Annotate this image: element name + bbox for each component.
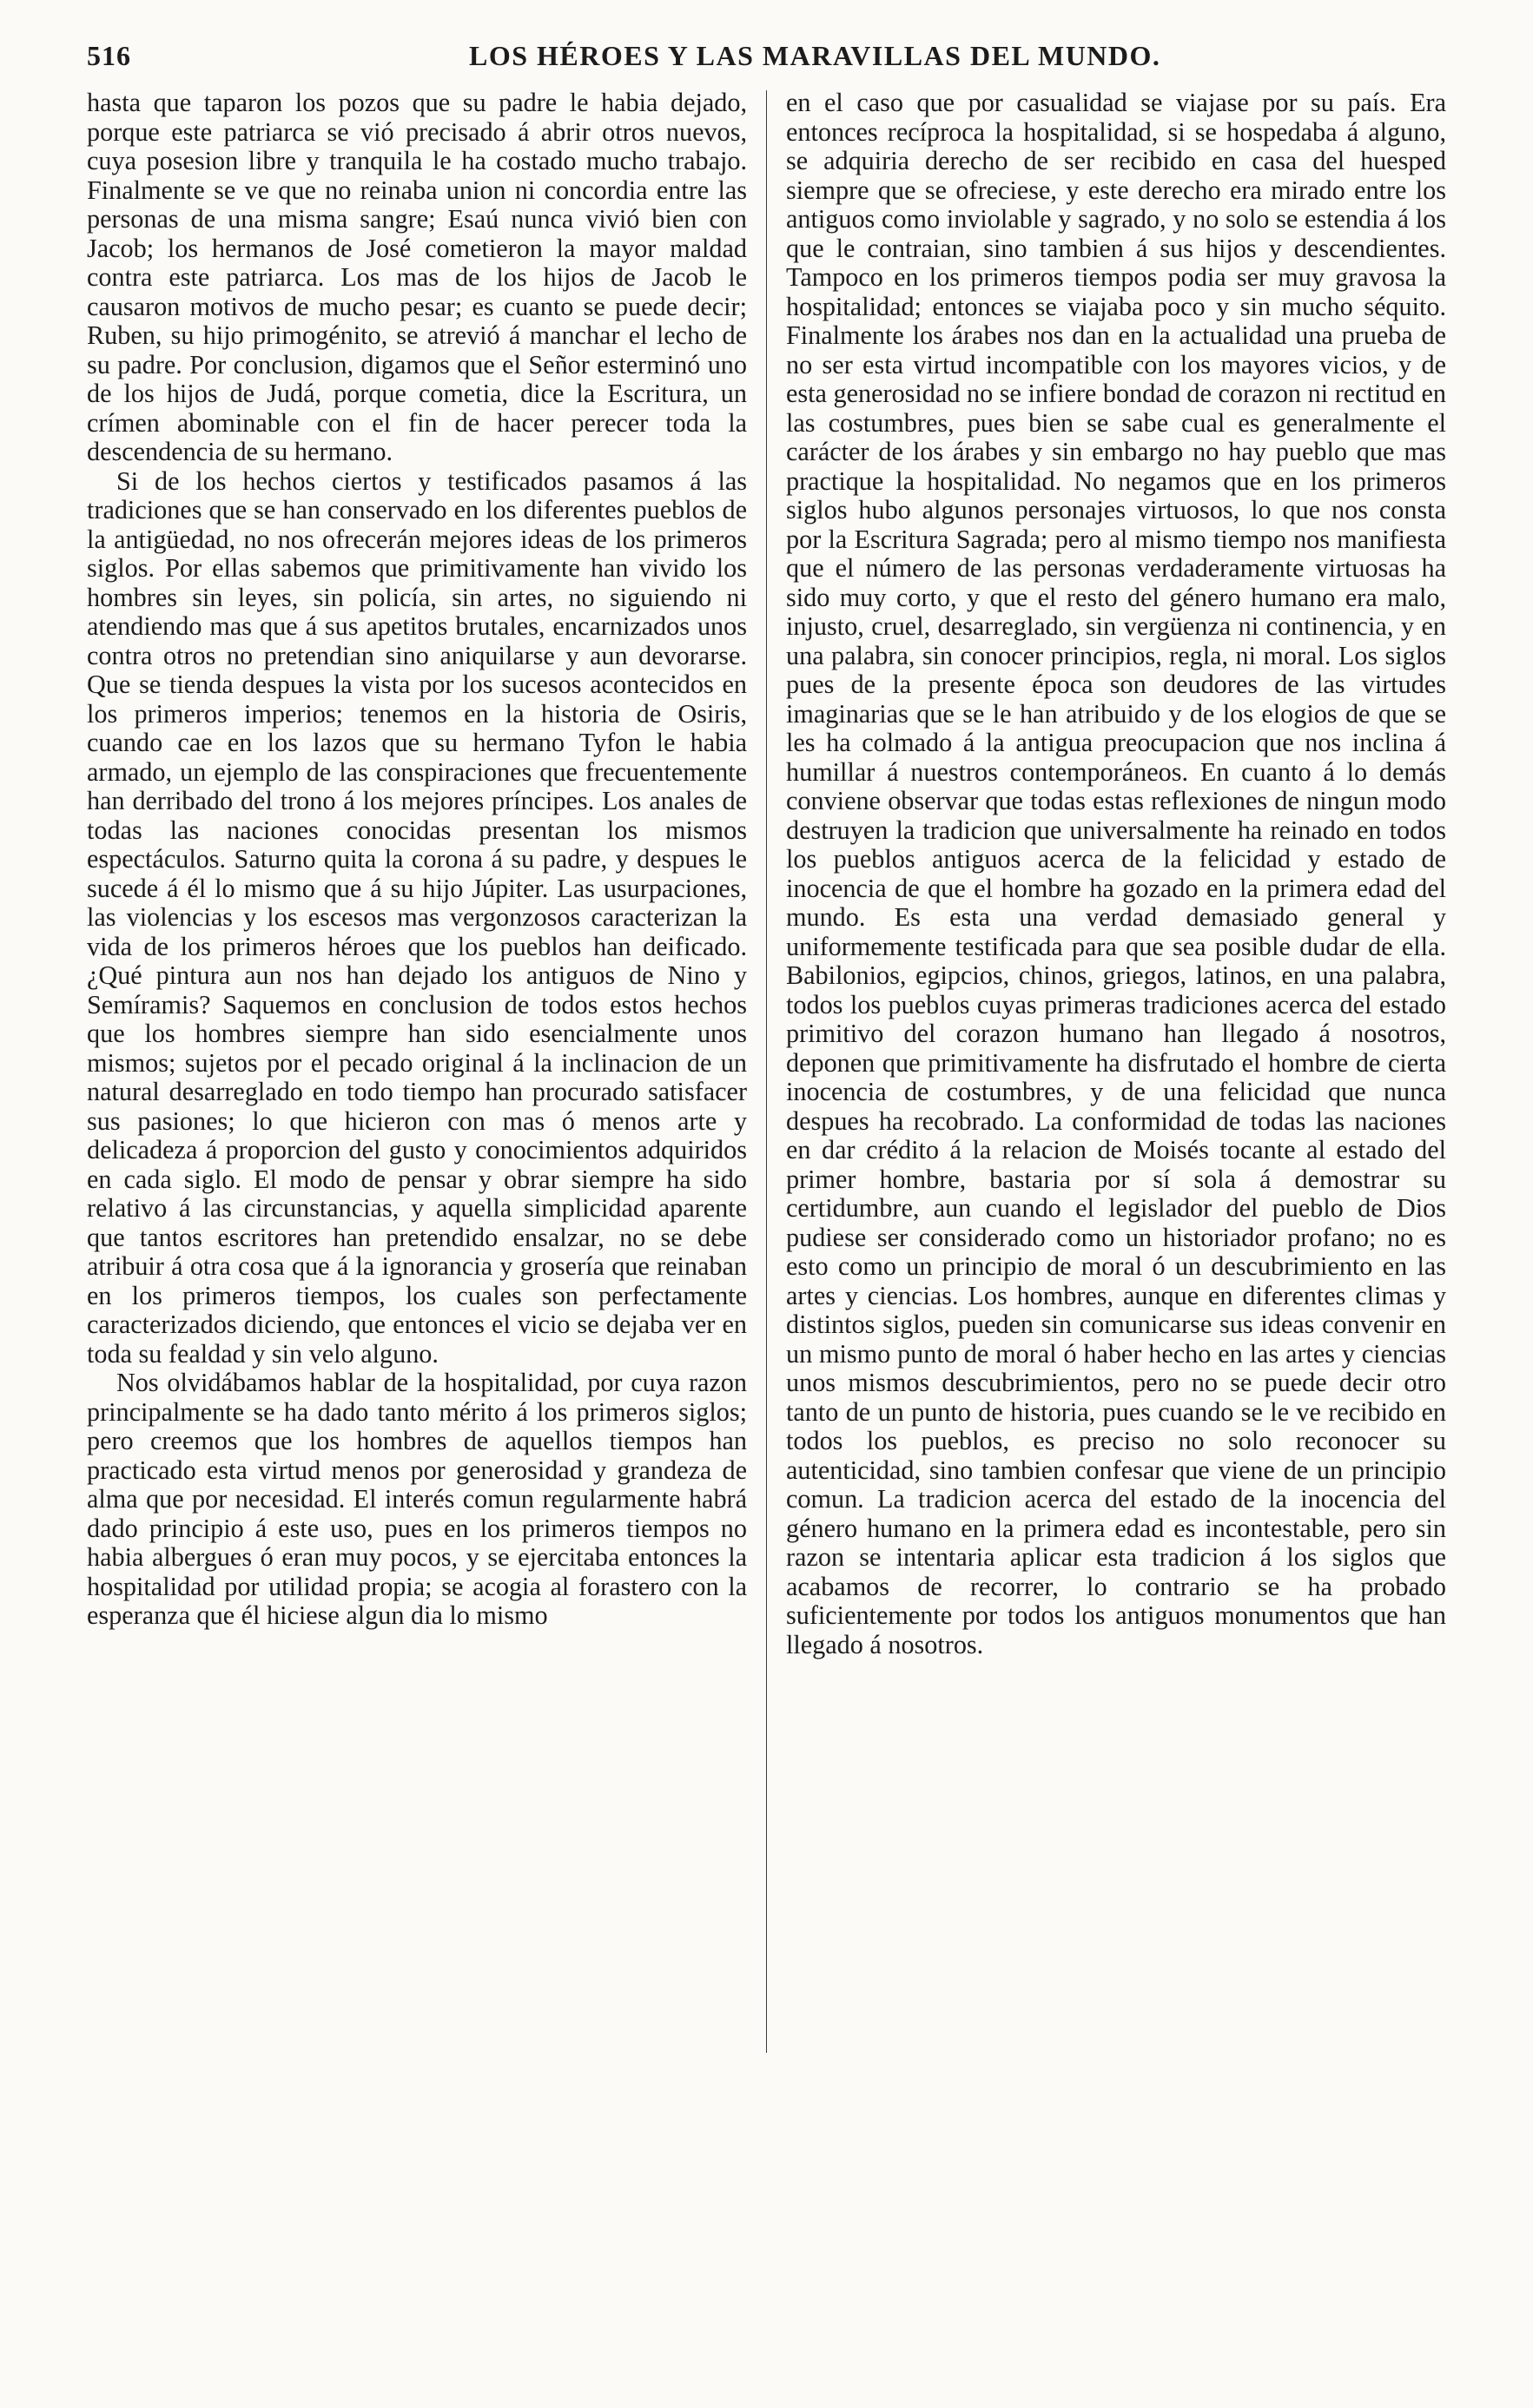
left-column [87,89,747,1631]
right-column [786,89,1446,1659]
column-divider [766,90,767,2053]
paragraph: en el caso que por casualidad se viajase por su país. Era entonces recíproca la hospitalidad, si se hospedaba á alguno, se adquiria derecho de ser recibido en casa del huesped siempre que se ofreciese, y este derecho era mirado entre los antiguos como inviolable y sagrado, y no solo se estendia á los que le contraian, sino tambien á sus hijos y descendientes. Tampoco en los primeros tiempos podia ser muy gravosa la hospitalidad; entonces se viajaba poco y sin mucho séquito. Finalmente los árabes nos dan en la actualidad una prueba de no ser esta virtud incompatible con los mayores vicios, y de esta generosidad no se infiere bondad de corazon ni rectitud en las costumbres, pues bien se sabe cual es generalmente el carácter de los árabes y sin embargo no hay pueblo que mas practique la hospitalidad. No negamos que en los primeros siglos hubo algunos personajes virtuosos, lo que nos consta por la Escritura Sagrada; pero al mismo tiempo nos manifiesta que el número de las personas verdaderamente virtuosas ha sido muy corto, y que el resto del género humano era malo, injusto, cruel, desarreglado, sin vergüenza ni continencia, y en una palabra, sin conocer principios, regla, ni moral. Los siglos pues de la presente época son deudores de las virtudes imaginarias que se le han atribuido y de los elogios de que se les ha colmado á la antigua preocupacion que nos inclina á humillar á nuestros contemporáneos. En cuanto á lo demás conviene observar que todas estas reflexiones de ningun modo destruyen la tradicion que universalmente ha reinado en todos los pueblos antiguos acerca de la felicidad y estado de inocencia de que el hombre ha gozado en la primera edad del mundo. Es esta una verdad demasiado general y uniformemente testificada para que sea posible dudar de ella. Babilonios, egipcios, chinos, griegos, latinos, en una palabra, todos los pueblos cuyas primeras tradiciones acerca del estado primitivo del corazon humano han llegado á nosotros, deponen que primitivamente ha disfrutado el hombre de cierta inocencia de costumbres, y de una felicidad que nunca despues ha recobrado. La conformidad de todas las naciones en dar crédito á la relacion de Moisés tocante al estado del primer hombre, bastaria por sí sola á demostrar su certidumbre, aun cuando el legislador del pueblo de Dios pudiese ser considerado como un historiador profano; no es esto como un principio de moral ó un descubrimiento en las artes y ciencias. Los hombres, aunque en diferentes climas y distintos siglos, pueden sin comunicarse sus ideas convenir en un mismo punto de moral ó haber hecho en las artes y ciencias unos mismos descubrimientos, pero no se puede decir otro tanto de un punto de historia, pues cuando se le ve recibido en todos los pueblos, es preciso no solo reconocer su autenticidad, sino tambien confesar que viene de un principio comun. La tradicion acerca del estado de la inocencia del género humano en la primera edad es incontestable, pero sin razon se intentaria aplicar esta tradicion á los siglos que acabamos de recorrer, lo contrario se ha probado suficientemente por todos los antiguos monumentos que han llegado á nosotros. [786,88,1446,1659]
page-number: 516 [87,40,131,71]
paragraph: Nos olvidábamos hablar de la hospitalidad, por cuya razon principalmente se ha dado tanto mérito á los primeros siglos; pero creemos que los hombres de aquellos tiempos han practicado esta virtud menos por generosidad y grandeza de alma que por necesidad. El interés comun regularmente habrá dado principio á este uso, pues en los primeros tiempos no habia albergues ó eran muy pocos, y se ejercitaba entonces la hospitalidad por utilidad propia; se acogia al forastero con la esperanza que él hiciese algun dia lo mismo [87,1368,747,1630]
page-header [87,40,1477,83]
running-title: LOS HÉROES Y LAS MARAVILLAS DEL MUNDO. [469,40,1161,71]
paragraph: Si de los hechos ciertos y testificados pasamos á las tradiciones que se han conservado en los diferentes pueblos de la antigüedad, no nos ofrecerán mejores ideas de los primeros siglos. Por ellas sabemos que primitivamente han vivido los hombres sin leyes, sin policía, sin artes, no siguiendo ni atendiendo mas que á sus apetitos brutales, encarnizados unos contra otros no pretendian sino aniquilarse y aun devorarse. Que se tienda despues la vista por los sucesos acontecidos en los primeros imperios; tenemos en la historia de Osiris, cuando cae en los lazos que su hermano Tyfon le habia armado, un ejemplo de las conspiraciones que frecuentemente han derribado del trono á los mejores príncipes. Los anales de todas las naciones conocidas presentan los mismos espectáculos. Saturno quita la corona á su padre, y despues le sucede á él lo mismo que á su hijo Júpiter. Las usurpaciones, las violencias y los escesos mas vergonzosos caracterizan la vida de los primeros héroes que los pueblos han deificado. ¿Qué pintura aun nos han dejado los antiguos de Nino y Semíramis? Saquemos en conclusion de todos estos hechos que los hombres siempre han sido esencialmente unos mismos; sujetos por el pecado original á la inclinacion de un natural desarreglado en todo tiempo han procurado satisfacer sus pasiones; lo que hicieron con mas ó menos arte y delicadeza á proporcion del gusto y conocimientos adquiridos en cada siglo. El modo de pensar y obrar siempre ha sido relativo á las circunstancias, y aquella simplicidad aparente que tantos escritores han pretendido ensalzar, no se debe atribuir á otra cosa que á la ignorancia y grosería que reinaban en los primeros tiempos, los cuales son perfectamente caracterizados diciendo, que entonces el vicio se dejaba ver en toda su fealdad y sin velo alguno. [87,465,747,1369]
paragraph: hasta que taparon los pozos que su padre le habia dejado, porque este patriarca se vió precisado á abrir otros nuevos, cuya posesion libre y tranquila le ha costado mucho trabajo. Finalmente se ve que no reinaba union ni concordia entre las personas de una misma sangre; Esaú nunca vivió bien con Jacob; los hermanos de José cometieron la mayor maldad contra este patriarca. Los mas de los hijos de Jacob le causaron motivos de mucho pesar; es cuanto se puede decir; Ruben, su hijo primogénito, se atrevió á manchar el lecho de su padre. Por conclusion, digamos que el Señor esterminó uno de los hijos de Judá, porque cometia, dice la Escritura, un crímen abominable con el fin de hacer perecer toda la descendencia de su hermano. [87,88,747,466]
